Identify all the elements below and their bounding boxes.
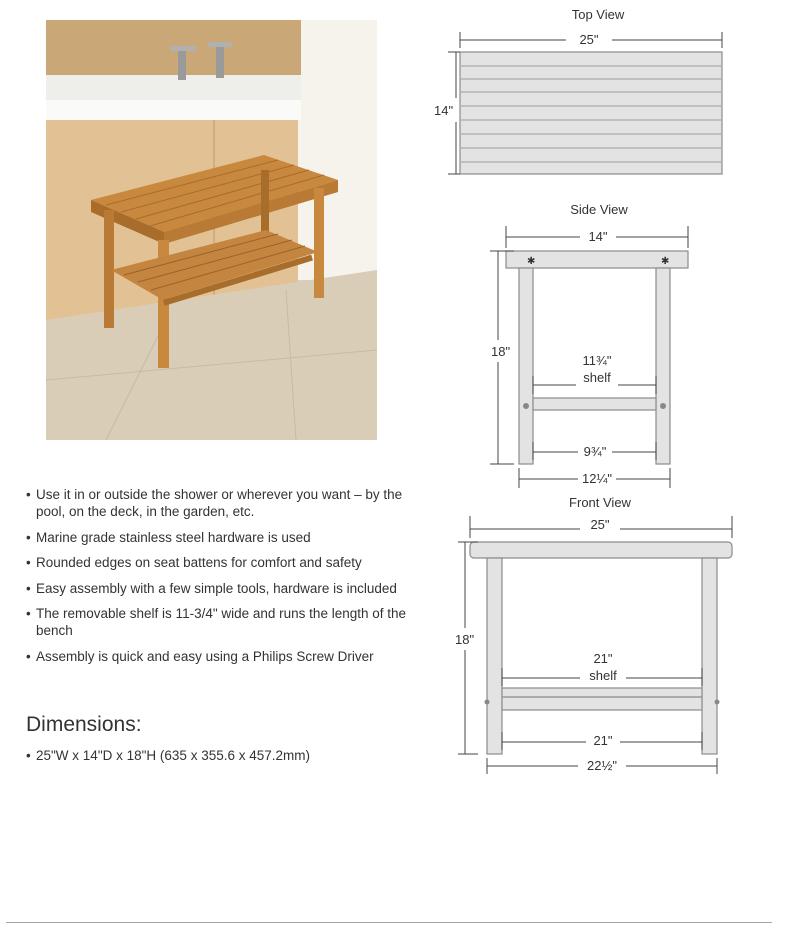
dimensions-line: • 25"W x 14"D x 18"H (635 x 355.6 x 457.2mm) <box>26 748 310 763</box>
svg-text:✱: ✱ <box>527 256 536 267</box>
front-view-shelf-width: 21" <box>593 651 613 666</box>
top-view-drawing <box>460 52 722 174</box>
side-view-inner-width: 9¾" <box>583 444 607 459</box>
side-view-shelf-label: shelf <box>583 370 611 385</box>
front-view-base-width: 22½" <box>587 758 617 773</box>
front-view-drawing <box>470 542 732 754</box>
front-view-height: 18" <box>455 632 475 647</box>
side-view-base-width: 12¼" <box>582 471 612 486</box>
top-view-depth: 14" <box>434 103 454 118</box>
side-view-top-width: 14" <box>588 229 608 244</box>
side-view-title: Side View <box>570 202 628 217</box>
feature-item: • Use it in or outside the shower or wherever you want – by the pool, on the deck, in the garden, etc. <box>26 486 426 520</box>
feature-item: • Rounded edges on seat battens for comfort and safety <box>26 554 426 571</box>
svg-text:✱: ✱ <box>661 256 670 267</box>
feature-item: • Marine grade stainless steel hardware is used <box>26 529 426 546</box>
top-view-width: 25" <box>579 32 599 47</box>
dimensions-heading: Dimensions: <box>26 713 142 736</box>
feature-item: • The removable shelf is 11-3/4" wide and runs the length of the bench <box>26 605 426 639</box>
front-view-shelf-label: shelf <box>589 668 617 683</box>
side-view-height: 18" <box>491 344 511 359</box>
front-view-title: Front View <box>569 495 631 510</box>
top-view-title: Top View <box>571 7 625 22</box>
feature-item: • Assembly is quick and easy using a Philips Screw Driver <box>26 648 426 665</box>
front-view-top-width: 25" <box>590 517 610 532</box>
side-view-shelf-width: 11¾" <box>582 353 612 368</box>
front-view-inner-width: 21" <box>593 733 613 748</box>
feature-item: • Easy assembly with a few simple tools, hardware is included <box>26 580 426 597</box>
